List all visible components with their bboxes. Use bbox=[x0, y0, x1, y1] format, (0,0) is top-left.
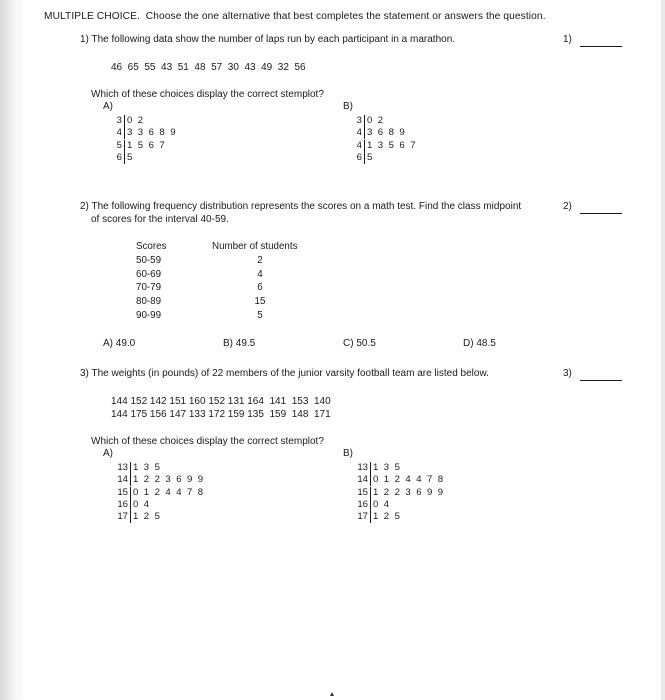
question-1-number: 1) bbox=[563, 34, 572, 45]
page-shadow-right bbox=[661, 0, 665, 700]
leaf-values: 1 2 5 bbox=[370, 511, 401, 523]
stemplot-row bbox=[114, 499, 151, 511]
stemplot-row bbox=[354, 511, 401, 523]
q1-option-a-label: A) bbox=[103, 101, 113, 112]
stemplot-row bbox=[354, 487, 445, 499]
table-cell-score: 60-69 bbox=[136, 268, 162, 280]
q2-choice-b[interactable]: B) 49.5 bbox=[223, 338, 256, 349]
answer-blank-3[interactable] bbox=[580, 380, 622, 381]
stem-value: 4 bbox=[116, 127, 122, 139]
question-3-text: 3) The weights (in pounds) of 22 members of the junior varsity football team are listed below. bbox=[80, 368, 489, 379]
stem-value: 3 bbox=[356, 115, 362, 126]
question-3-data-line2: 144 175 156 147 133 172 159 135 159 148 171 bbox=[111, 409, 331, 420]
answer-blank-2[interactable] bbox=[580, 213, 622, 214]
table-cell-score: 90-99 bbox=[136, 310, 162, 321]
question-3-prompt: Which of these choices display the correct stemplot? bbox=[91, 436, 324, 447]
frequency-table bbox=[136, 240, 336, 330]
question-1-text: 1) The following data show the number of laps run by each participant in a marathon. bbox=[80, 34, 456, 45]
question-2-text-line2: of scores for the interval 40-59. bbox=[91, 214, 229, 225]
stemplot-row bbox=[354, 127, 406, 139]
table-cell-count: 6 bbox=[257, 282, 263, 294]
table-cell-score: 70-79 bbox=[136, 282, 162, 294]
leaf-values: 1 2 5 bbox=[130, 511, 161, 523]
leaf-values: 0 4 bbox=[370, 499, 391, 511]
leaf-values: 1 5 6 7 bbox=[124, 140, 166, 152]
stem-value: 15 bbox=[117, 486, 128, 498]
leaf-values: 0 1 2 4 4 7 8 bbox=[130, 487, 205, 499]
stemplot-row bbox=[354, 499, 391, 511]
stemplot-row bbox=[114, 115, 145, 127]
table-cell-count: 2 bbox=[257, 254, 263, 266]
leaf-values: 3 3 6 8 9 bbox=[124, 127, 177, 139]
table-cell-score: 80-89 bbox=[136, 296, 162, 308]
stem-value: 16 bbox=[357, 498, 368, 510]
q2-choice-c[interactable]: C) 50.5 bbox=[343, 338, 376, 349]
leaf-values: 1 3 5 bbox=[370, 462, 401, 474]
table-header-scores: Scores bbox=[136, 241, 167, 252]
scroll-caret-icon bbox=[330, 692, 334, 696]
table-cell-count: 4 bbox=[257, 268, 263, 280]
leaf-values: 1 3 5 6 7 bbox=[364, 140, 417, 152]
leaf-values: 1 2 2 3 6 9 9 bbox=[130, 474, 205, 486]
stem-value: 14 bbox=[357, 474, 368, 486]
table-cell-count: 5 bbox=[257, 310, 263, 321]
stem-value: 5 bbox=[116, 139, 122, 151]
stem-value: 13 bbox=[117, 462, 128, 473]
page-shadow-left bbox=[0, 0, 26, 700]
stem-value: 4 bbox=[356, 127, 362, 139]
table-cell-count: 15 bbox=[254, 296, 266, 308]
question-3-number: 3) bbox=[563, 368, 572, 379]
leaf-values: 3 6 8 9 bbox=[364, 127, 406, 139]
leaf-values: 0 2 bbox=[364, 115, 385, 127]
stem-value: 16 bbox=[117, 498, 128, 510]
stemplot-row bbox=[354, 115, 385, 127]
stem-value: 6 bbox=[116, 151, 122, 163]
stemplot-row bbox=[354, 152, 374, 164]
answer-blank-1[interactable] bbox=[580, 46, 622, 47]
stem-value: 4 bbox=[356, 139, 362, 151]
question-3-data-line1: 144 152 142 151 160 152 131 164 141 153 140 bbox=[111, 396, 331, 407]
question-2-text-line1: 2) The following frequency distribution represents the scores on a math test. Find the class midpoint bbox=[80, 201, 522, 212]
table-cell-score: 50-59 bbox=[136, 254, 162, 266]
table-header-students: Number of students bbox=[212, 241, 298, 252]
stemplot-row bbox=[114, 127, 177, 139]
stemplot-row bbox=[114, 474, 205, 486]
leaf-values: 1 2 2 3 6 9 9 bbox=[370, 487, 445, 499]
question-1-prompt: Which of these choices display the correct stemplot? bbox=[91, 89, 324, 100]
stem-value: 6 bbox=[356, 151, 362, 163]
stemplot-row bbox=[354, 462, 401, 474]
leaf-values: 5 bbox=[364, 152, 374, 164]
q2-choice-a[interactable]: A) 49.0 bbox=[103, 338, 136, 349]
leaf-values: 0 2 bbox=[124, 115, 145, 127]
stemplot-row bbox=[114, 152, 134, 164]
q1-option-b-label: B) bbox=[343, 101, 353, 112]
leaf-values: 5 bbox=[124, 152, 134, 164]
q2-choice-d[interactable]: D) 48.5 bbox=[463, 338, 496, 349]
stemplot-row bbox=[114, 487, 205, 499]
stemplot-row bbox=[114, 462, 161, 474]
stem-value: 13 bbox=[357, 462, 368, 473]
stem-value: 17 bbox=[117, 511, 128, 523]
stemplot-row bbox=[114, 511, 161, 523]
stem-value: 14 bbox=[117, 474, 128, 486]
question-1-data: 46 65 55 43 51 48 57 30 43 49 32 56 bbox=[111, 62, 306, 73]
leaf-values: 0 4 bbox=[130, 499, 151, 511]
stem-value: 3 bbox=[116, 115, 122, 126]
leaf-values: 0 1 2 4 4 7 8 bbox=[370, 474, 445, 486]
q3-option-b-label: B) bbox=[343, 448, 353, 459]
stemplot-row bbox=[114, 140, 166, 152]
stemplot-row bbox=[354, 474, 445, 486]
stem-value: 17 bbox=[357, 511, 368, 523]
stemplot-row bbox=[354, 140, 417, 152]
leaf-values: 1 3 5 bbox=[130, 462, 161, 474]
q3-option-a-label: A) bbox=[103, 448, 113, 459]
question-2-number: 2) bbox=[563, 201, 572, 212]
section-header: MULTIPLE CHOICE. Choose the one alternative that best completes the statement or answers the question. bbox=[44, 11, 546, 22]
stem-value: 15 bbox=[357, 486, 368, 498]
